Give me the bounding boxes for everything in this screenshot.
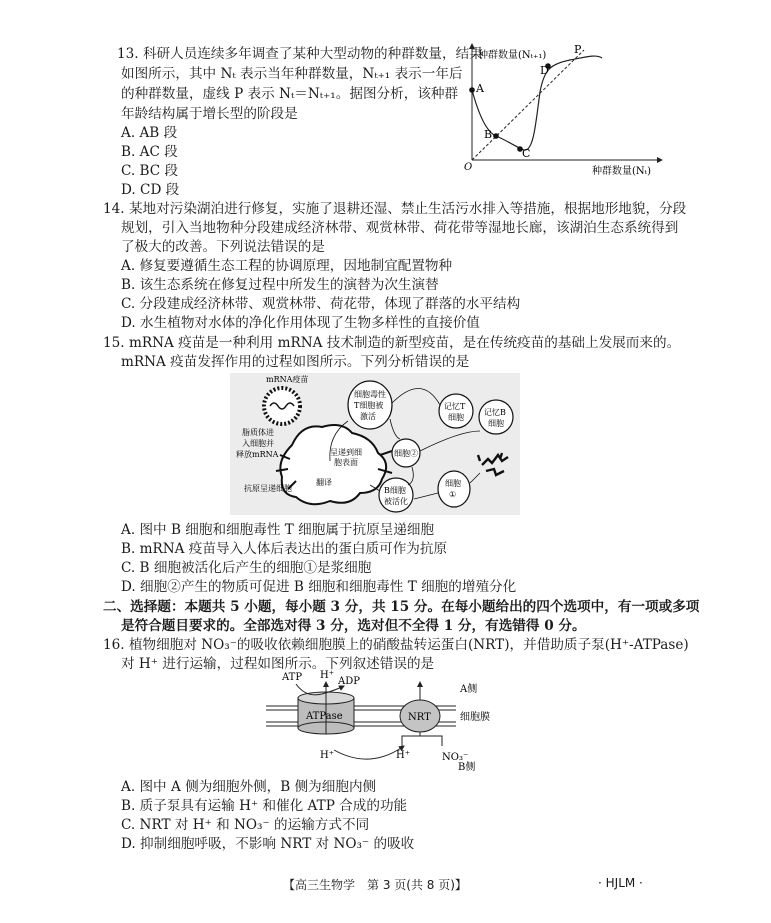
q14-option-b: B. 该生态系统在修复过程中所发生的演替为次生演替 bbox=[121, 277, 439, 293]
q13-stem-line-4: 年龄结构属于增长型的阶段是 bbox=[121, 106, 298, 122]
q14-option-d: D. 水生植物对水体的净化作用体现了生物多样性的直接价值 bbox=[121, 315, 480, 331]
q16-adp-label: ADP bbox=[338, 676, 360, 687]
q16-atp-label: ATP bbox=[282, 672, 303, 683]
q15-option-a: A. 图中 B 细胞和细胞毒性 T 细胞属于抗原呈递细胞 bbox=[121, 522, 435, 538]
q16-option-d: D. 抑制细胞呼吸，不影响 NRT 对 NO₃⁻ 的吸收 bbox=[121, 836, 415, 852]
q13-y-axis-label: 种群数量(Nₜ₊₁) bbox=[478, 50, 547, 61]
q15-vaccine-label: mRNA疫苗 bbox=[266, 375, 309, 384]
q15-translate-label: 翻译 bbox=[316, 478, 332, 487]
footer-page-info: 【高三生物学 第 3 页(共 8 页)】 bbox=[283, 878, 467, 892]
q15-option-d: D. 细胞②产生的物质可促进 B 细胞和细胞毒性 T 细胞的增殖分化 bbox=[121, 579, 517, 595]
q16-option-c: C. NRT 对 H⁺ 和 NO₃⁻ 的运输方式不同 bbox=[121, 817, 370, 833]
section-2-heading-line-2: 是符合题目要求的。全部选对得 3 分，选对但不全得 1 分，有选错得 0 分。 bbox=[121, 618, 586, 634]
q16-nrt-bottom-connector bbox=[402, 732, 442, 746]
q13-label-p: P bbox=[574, 43, 582, 56]
q15-memory-t-cell bbox=[439, 394, 473, 428]
q13-origin-label: O bbox=[464, 162, 473, 173]
q16-h-top-label: H⁺ bbox=[320, 670, 334, 681]
q16-membrane-label: 细胞膜 bbox=[460, 712, 490, 723]
q15-liposome-label-1: 脂质体进 bbox=[242, 428, 274, 437]
q15-tcell-label-2: T细胞被 bbox=[354, 401, 384, 410]
q13-stem-line-2: 如图所示，其中 Nₜ 表示当年种群数量，Nₜ₊₁ 表示一年后 bbox=[121, 66, 463, 82]
q16-atpase-label: ATPase bbox=[306, 711, 343, 722]
q14-stem-line-1: 14. 某地对污染湖泊进行修复，实施了退耕还湿、禁止生活污水排入等措施，根据地形地貌，分段 bbox=[103, 201, 687, 217]
q13-point-a bbox=[469, 87, 475, 93]
q14-option-a: A. 修复要遵循生态工程的协调原理，因地制宜配置物种 bbox=[121, 258, 453, 274]
q15-memory-b-label-1: 记忆B bbox=[484, 408, 506, 417]
q13-point-b bbox=[493, 133, 499, 139]
q15-b-cell-label-2: 被活化 bbox=[384, 497, 408, 506]
q14-stem-line-3: 了极大的改善。下列说法错误的是 bbox=[121, 239, 325, 255]
q13-label-b: B bbox=[484, 128, 493, 141]
q15-b-cell-label-1: B细胞 bbox=[384, 486, 406, 495]
q15-cell-2-label: 细胞② bbox=[394, 449, 418, 458]
q13-p-dashed-line bbox=[472, 50, 584, 160]
q15-immune-figure bbox=[230, 373, 520, 515]
q13-label-a: A bbox=[476, 82, 484, 95]
q16-nrt-label: NRT bbox=[408, 712, 431, 723]
q16-option-a: A. 图中 A 侧为细胞外侧，B 侧为细胞内侧 bbox=[121, 779, 377, 795]
footer-brand: · HJLM · bbox=[598, 876, 643, 890]
q15-memory-b-label-2: 细胞 bbox=[488, 419, 504, 428]
q15-tcell-label-1: 细胞毒性 bbox=[354, 390, 386, 399]
q15-liposome-label-2: 入细胞并 bbox=[242, 439, 274, 448]
q13-option-b: B. AC 段 bbox=[121, 144, 178, 160]
q13-stem-line-3: 的种群数量，虚线 P 表示 Nₜ＝Nₜ₊₁。据图分析，该种群 bbox=[121, 86, 459, 102]
q15-present-label-1: 呈递到细 bbox=[330, 448, 362, 457]
q15-cell-1-label-1: 细胞 bbox=[445, 479, 461, 488]
section-2-heading-line-1: 二、选择题：本题共 5 小题，每小题 3 分，共 15 分。在每小题给出的四个选项中，有一项或多项 bbox=[103, 599, 700, 615]
q16-h-bottom-2-label: H⁺ bbox=[396, 750, 410, 761]
q16-side-a-label: A侧 bbox=[460, 684, 478, 695]
q15-stem-line-2: mRNA 疫苗发挥作用的过程如图所示。下列分析错误的是 bbox=[121, 354, 470, 370]
q15-apc-label: 抗原呈递细胞 bbox=[244, 484, 292, 493]
q13-label-c: C bbox=[522, 147, 531, 160]
q16-h-return-arrow bbox=[334, 746, 404, 759]
q15-b-cell bbox=[379, 478, 413, 512]
q16-stem-line-2: 对 H⁺ 进行运输，过程如图所示。下列叙述错误的是 bbox=[121, 656, 435, 672]
q13-option-c: C. BC 段 bbox=[121, 163, 179, 179]
q16-side-b-label: B侧 bbox=[458, 762, 476, 773]
q15-present-label-2: 胞表面 bbox=[334, 458, 358, 467]
q16-stem-line-1: 16. 植物细胞对 NO₃⁻的吸收依赖细胞膜上的硝酸盐转运蛋白(NRT)，并借助质子泵(H⁺-ATPase) bbox=[103, 637, 689, 653]
q15-liposome-label-3: 释放mRNA bbox=[236, 450, 279, 459]
q13-stem-line-1: 13. 科研人员连续多年调查了某种大型动物的种群数量，结果 bbox=[117, 46, 483, 62]
q13-x-axis-label: 种群数量(Nₜ) bbox=[592, 166, 652, 177]
q15-option-b: B. mRNA 疫苗导入人体后表达出的蛋白质可作为抗原 bbox=[121, 541, 448, 557]
q15-stem-line-1: 15. mRNA 疫苗是一种利用 mRNA 技术制造的新型疫苗，是在传统疫苗的基础上发展而来的。 bbox=[103, 335, 681, 351]
q16-membrane-figure bbox=[262, 670, 512, 774]
q16-no3-label: NO₃⁻ bbox=[442, 752, 469, 763]
q14-stem-line-2: 规划，引入当地物种分段建成经济林带、观赏林带、荷花带等湿地长廊，该湖泊生态系统得到 bbox=[121, 220, 679, 236]
q13-option-d: D. CD 段 bbox=[121, 182, 180, 198]
q15-vaccine-particle bbox=[264, 388, 300, 424]
q14-option-c: C. 分段建成经济林带、观赏林带、荷花带，体现了群落的水平结构 bbox=[121, 296, 521, 312]
q16-h-bottom-1-label: H⁺ bbox=[320, 750, 334, 761]
q15-memory-t-label-2: 细胞 bbox=[448, 413, 464, 422]
q15-option-c: C. B 细胞被活化后产生的细胞①是浆细胞 bbox=[121, 560, 372, 576]
q15-tcell-label-3: 激活 bbox=[360, 412, 376, 421]
q15-cell-1-label-2: ① bbox=[449, 490, 457, 499]
q13-label-d: D bbox=[540, 64, 549, 77]
q16-option-b: B. 质子泵具有运输 H⁺ 和催化 ATP 合成的功能 bbox=[121, 798, 408, 814]
q15-memory-t-label-1: 记忆T bbox=[444, 402, 466, 411]
q13-option-a: A. AB 段 bbox=[121, 125, 178, 141]
q15-memory-b-cell bbox=[479, 400, 513, 434]
q13-population-graph bbox=[462, 40, 672, 180]
q15-cell-1 bbox=[438, 471, 470, 507]
